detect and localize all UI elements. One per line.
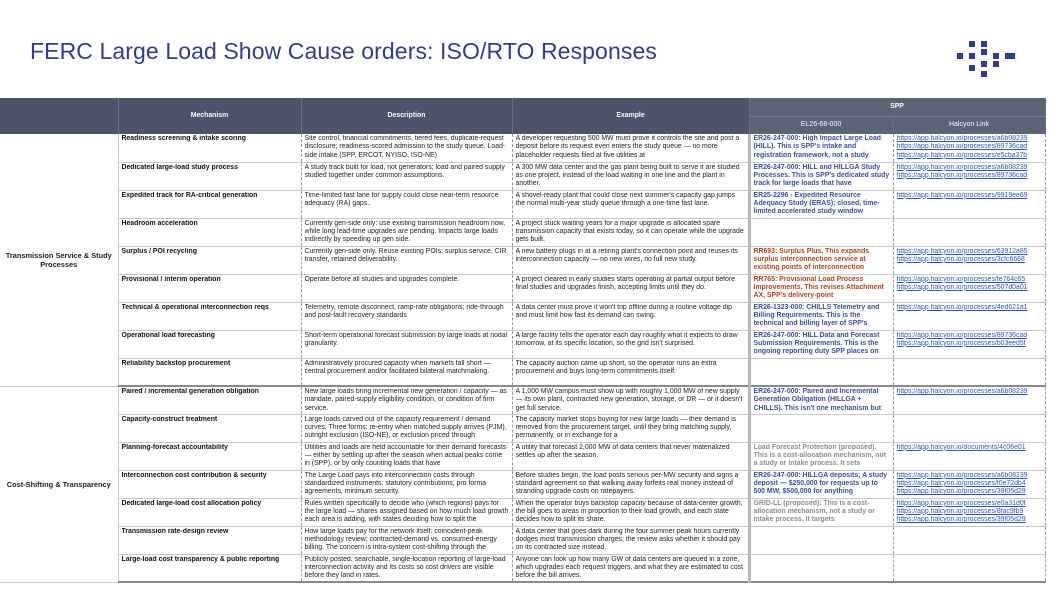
description-cell [301,526,512,554]
table-row [0,246,1045,274]
example-cell-text: A project stuck waiting years for a major upgrade is allocated spare transmission capacity that exists today, so it can operate while the upgrade gets built. [515,219,744,244]
mechanism-cell-text: Readiness screening & intake scoring [121,135,246,142]
table-row [0,218,1045,246]
halcyon-link-list [897,248,1042,273]
halcyon-link[interactable]: https://app.halcyon.io/processes/39f05d29 [896,488,1026,496]
halcyon-link[interactable]: https://app.halcyon.io/processes/b03eed5f [896,339,1026,347]
description-cell [301,134,512,162]
example-cell-text: Before studies begin, the load posts serious per-MW security and signs a standard agreement so that walking away forfeits real money instead of stranding upgrade costs on ratepayers. [515,471,739,496]
response-table [0,98,1046,583]
halcyon-link-cell [893,134,1045,162]
halcyon-link[interactable]: https://app.halcyon.io/processes/89736cad [896,331,1028,339]
example-cell [512,246,749,274]
halcyon-link-list [897,135,1042,160]
example-cell [512,386,749,414]
mechanism-cell [118,246,301,274]
el-cell-text: ER26-247-000: HILLGA deposits; A study deposit — $250,000 for requests up to 500 MW, $500,000 for anything [753,471,888,496]
halcyon-link[interactable]: https://app.halcyon.io/processes/507d0a01 [896,283,1028,291]
halcyon-link-list [897,444,1042,469]
description-cell-text: Rules written specifically to decide who (which regions) pays for the large load — shares assigned based on how much load growth each area is adding, with states deciding how to split the [304,499,509,524]
el-cell-text: RR765: Provisional Load Process Improvements. This revises Attachment AX, SPP's delivery-point [753,275,884,300]
table-row [0,302,1045,330]
mechanism-cell [118,526,301,554]
mechanism-cell-text: Large-load cost transparency & public reporting [121,555,280,563]
group-label: Cost-Shifting & Transparency [0,386,118,582]
mechanism-cell [118,218,301,246]
example-cell [512,442,749,470]
example-cell-text: A large facility tells the operator each day roughly what it expects to draw tomorrow, at its specific location, so the grid isn't surprised. [515,331,738,347]
el-header: EL26-68-000 [749,116,893,134]
example-cell [512,470,749,498]
description-cell-text: Currently gen-side only. Reuse existing POIs: surplus service, CIR transfer, retained deliverability. [304,247,507,263]
halcyon-link[interactable]: https://app.halcyon.io/processes/a6b08239 [896,135,1028,142]
halcyon-link-list [897,332,1042,357]
el-cell [749,134,893,162]
table-row [0,190,1045,218]
example-header: Example [512,98,749,134]
mechanism-cell-text: Headroom acceleration [121,219,198,227]
halcyon-link-cell [893,246,1045,274]
mechanism-cell [118,274,301,302]
halcyon-link-cell [893,190,1045,218]
description-cell [301,498,512,526]
mechanism-cell-text: Planning-forecast accountability [121,443,228,451]
example-cell [512,330,749,358]
example-cell [512,358,749,386]
mechanism-cell-text: Paired / incremental generation obligation [121,388,259,395]
el-cell [749,190,893,218]
halcyon-link-list [897,500,1042,525]
mechanism-header: Mechanism [118,98,301,134]
description-cell [301,162,512,190]
el-cell-text: ER26-1323-000: CHILLS Telemetry and Billing Requirements. This is the technical and billing layer of SPP's [753,303,880,328]
halcyon-link-cell [893,554,1045,582]
table-row [0,386,1045,414]
el-cell [749,498,893,526]
halcyon-link-cell [893,218,1045,246]
example-cell-text: The capacity auction came up short, so the operator runs an extra procurement and buys long-term commitments itself. [515,359,717,375]
mechanism-cell-text: Reliability backstop procurement [121,359,231,367]
el-cell-text [754,556,890,581]
halcyon-link[interactable]: https://app.halcyon.io/processes/e5cba37b [896,151,1028,159]
description-cell [301,274,512,302]
halcyon-link-list [897,472,1042,497]
description-cell [301,302,512,330]
halcyon-link-list [897,556,1042,581]
el-cell-text: Load Forecast Protection (proposed). This is a cost-allocation mechanism, not a study or intake process. It sets [753,443,886,468]
mechanism-cell-text: Technical & operational interconnection reqs [121,303,269,311]
example-cell-text: When the operator buys backstop capacity because of data-center growth, the bill goes to areas in proportion to their load growth, and each state decides how to split its share. [515,499,743,524]
description-cell [301,386,512,414]
halcyon-link-cell [893,302,1045,330]
halcyon-link-list [897,220,1042,245]
halcyon-link-cell [893,498,1045,526]
example-cell-text: A utility that forecast 2,000 MW of data centers that never materialized settles up after the season. [515,443,730,459]
el-cell [749,414,893,442]
example-cell [512,134,749,162]
group-label: Transmission Service & Study Processes [0,134,118,386]
el-cell [749,442,893,470]
halcyon-link-cell [893,330,1045,358]
halcyon-link[interactable]: https://app.halcyon.io/processes/9919ee69 [896,191,1028,199]
example-cell-text: Anyone can look up how many GW of data centers are queued in a zone, which upgrades each request triggers, and what they are estimated to cost before the bill arrives. [515,555,744,580]
el-cell [749,470,893,498]
mechanism-cell-text: Transmission rate-design review [121,527,229,535]
example-cell-text: A data center must prove it won't trip offline during a routine voltage dip and must limit how fast its demand can swing. [515,303,732,319]
description-cell [301,218,512,246]
mechanism-cell [118,470,301,498]
halcyon-link[interactable]: https://app.halcyon.io/processes/8fac9fb9 [896,507,1024,515]
mechanism-cell-text: Provisional / interim operation [121,275,221,283]
el-cell [749,162,893,190]
halcyon-link-cell [893,526,1045,554]
table-row [0,358,1045,386]
description-cell-text: The Large Load pays into interconnection costs through standardized instruments: statutory contributions, pro forma agreements, minimum security. [304,471,487,496]
el-cell [749,246,893,274]
mechanism-cell [118,162,301,190]
halcyon-link[interactable]: https://app.halcyon.io/processes/fe764c65 [896,275,1026,283]
description-cell [301,358,512,386]
description-cell-text: A study track built for load, not generators; load and paired supply studied together under common assumptions. [304,163,505,179]
example-cell [512,498,749,526]
el-cell-text: ER26-247-000: HILL Data and Forecast Submission Requirements. This is the ongoing reporting duty SPP places on [753,331,880,356]
example-cell [512,302,749,330]
description-header: Description [301,98,512,134]
page-title: FERC Large Load Show Cause orders: ISO/RTO Responses [30,38,657,64]
el-cell [749,330,893,358]
mechanism-cell [118,386,301,414]
example-cell [512,274,749,302]
table-row [0,330,1045,358]
example-cell-text: A 300 MW data center and the gas plant being built to serve it are studied as one project, instead of the load waiting in one line and the plant in another. [515,163,740,188]
halcyon-link[interactable]: https://app.halcyon.io/processes/f0e72db4 [896,479,1026,487]
halcyon-link[interactable]: https://app.halcyon.io/processes/63912a85 [896,247,1028,255]
description-cell-text: Large loads carved out of the capacity requirement / demand curves. Three forms: re-entry when matched supply arrives (PJM), outright exclusion (ISO-NE), or exclusion priced through [304,415,507,440]
halcyon-link[interactable]: https://app.halcyon.io/processes/3cfc6668 [896,255,1025,263]
halcyon-link-cell [893,162,1045,190]
mechanism-cell-text: Dedicated large-load study process [121,163,238,171]
example-cell [512,218,749,246]
table-row [0,554,1045,582]
company-logo-icon [955,38,1019,78]
el-cell-text: ER26-247-000: High Impact Large Load (HILL). This is SPP's intake and registration framework, not a study [753,135,882,159]
description-cell [301,414,512,442]
halcyon-link-cell [893,274,1045,302]
halcyon-link-list [897,192,1042,217]
example-cell [512,190,749,218]
el-cell-text [754,360,890,385]
description-cell-text: Operate before all studies and upgrades complete. [304,275,460,283]
description-cell [301,554,512,582]
el-cell [749,386,893,414]
mechanism-cell [118,442,301,470]
table-row [0,274,1045,302]
description-cell-text: Administratively procured capacity when markets fall short — central procurement and/or facilitated bilateral matchmaking. [304,359,491,375]
halcyon-link[interactable]: https://app.halcyon.io/processes/a6b08239 [896,163,1028,171]
mechanism-cell [118,190,301,218]
halcyon-link-list [897,528,1042,553]
halcyon-link-cell [893,470,1045,498]
example-cell-text: A shovel-ready plant that could close next summer's capacity gap jumps the normal multi-year study queue through a one-time fast lane. [515,191,736,207]
mechanism-cell-text: Interconnection cost contribution & security [121,471,267,479]
el-cell [749,526,893,554]
description-cell-text: How large loads pay for the network itself: coincident-peak methodology review; contracted-demand vs. consumed-energy billing. The concern is intra-system cost-shifting through the [304,527,497,552]
example-cell-text: The capacity market stops buying for new large loads — their demand is removed from the procurement target, until they bring matching supply, permanently, or in exchange for a [515,415,737,440]
table-row [0,162,1045,190]
description-cell-text: Publicly posted, searchable, single-location reporting of large-load interconnection activity and its costs so cost drivers are visible before they land in rates. [304,555,506,580]
halcyon-link[interactable]: https://app.halcyon.io/processes/39f05d29 [896,516,1026,524]
mechanism-cell-text: Expedited track for RA-critical generation [121,191,258,199]
table-row [0,442,1045,470]
el-cell-text: ER26-247-000: Paired and Incremental Generation Obligation (HILLGA + CHILLS). This isn't one mechanism but [753,388,882,412]
example-cell [512,162,749,190]
halcyon-link-cell [893,442,1045,470]
el-cell [749,218,893,246]
slide-header [0,0,1049,98]
mechanism-cell [118,134,301,162]
mechanism-cell [118,330,301,358]
table-row [0,498,1045,526]
example-cell-text: A data center that goes dark during the four summer peak hours currently dodges most transmission charges; the review asks whether it should pay on its contracted size instead. [515,527,741,552]
table-row [0,134,1045,162]
mechanism-cell-text: Dedicated large-load cost allocation policy [121,499,262,507]
example-cell [512,414,749,442]
el-cell-text: ER25-2296 - Expedited Resource Adequacy Study (ERAS); closed, time-limited accelerated study window [753,191,880,216]
description-cell-text: New large loads bring incremental new generation / capacity — as mandate, paired-supply eligibility condition, or condition of firm service. [304,388,507,412]
example-cell-text: A developer requesting 500 MW must prove it controls the site and post a deposit before its request even enters the study queue — no more placeholder requests filed at five utilities at [515,135,740,159]
halcyon-link[interactable]: https://app.halcyon.io/processes/4ed621a1 [896,303,1028,311]
table-row [0,470,1045,498]
description-cell-text: Utilities and loads are held accountable for their demand forecasts — either by settling up after the season when actual peaks come in (SPP), or by only counting loads that have [304,443,507,468]
description-cell [301,442,512,470]
halcyon-link-list [897,416,1042,441]
el-cell-text [754,528,890,553]
mechanism-cell-text: Capacity-construct treatment [121,415,218,423]
description-cell-text: Currently gen-side only: use existing transmission headroom now, while long lead-time upgrades are pending. Impacts large loads indirectly by speeding up gen side. [304,219,506,244]
halcyon-link[interactable]: https://app.halcyon.io/documents/4c06e01 [896,443,1026,451]
description-cell [301,246,512,274]
mechanism-cell [118,414,301,442]
halcyon-link-cell [893,358,1045,386]
el-cell-text [754,220,890,245]
halcyon-link[interactable]: https://app.halcyon.io/processes/89736cad [896,171,1028,179]
description-cell-text: Telemetry, remote disconnect, ramp-rate obligations; ride-through and post-fault recovery standards [304,303,504,319]
example-cell [512,526,749,554]
halcyon-link-cell [893,386,1045,414]
table-body [0,134,1045,582]
spreadsheet [0,98,1049,594]
example-cell [512,554,749,582]
table-row [0,414,1045,442]
description-cell-text: Site control, financial commitments, tiered fees, duplicate-request disclosure; readiness-scored admission to the study queue. Load-side intake (SPP, ERCOT, NYISO, ISO-NE) [304,135,506,159]
halcyon-link-list [897,360,1042,385]
el-cell-text: GRID-LL (proposed): This is a cost-allocation mechanism, not a study or intake process. It targets [753,499,875,524]
el-cell [749,274,893,302]
group-header [0,98,118,134]
description-cell-text: Short-term operational forecast submission by large loads at nodal granularity. [304,331,508,347]
el-cell-text [754,416,890,441]
mechanism-cell [118,302,301,330]
el-cell [749,554,893,582]
example-cell-text: A new battery plugs in at a retiring plant's connection point and reuses its interconnection capacity — no new wires, no full new study. [515,247,738,263]
halcyon-header: Halcyon Link [893,116,1045,134]
spp-header: SPP [749,98,1045,116]
mechanism-cell-text: Surplus / POI recycling [121,247,197,255]
halcyon-link[interactable]: https://app.halcyon.io/processes/a6b08239 [896,388,1028,395]
halcyon-link[interactable]: https://app.halcyon.io/processes/89736cad [896,143,1028,151]
el-cell-text: ER26-247-000: HILL and HILLGA Study Processes. This is SPP's dedicated study track for large loads that have [753,163,890,188]
description-cell [301,330,512,358]
halcyon-link[interactable]: https://app.halcyon.io/processes/e0a31d0f [896,499,1026,507]
mechanism-cell [118,554,301,582]
mechanism-cell-text: Operational load forecasting [121,331,215,339]
halcyon-link-list [897,304,1042,329]
description-cell-text: Time-limited fast lane for supply could close near-term resource adequacy (RA) gaps. [304,191,499,207]
halcyon-link-list [897,164,1042,189]
halcyon-link-list [897,276,1042,301]
el-cell [749,358,893,386]
mechanism-cell [118,498,301,526]
halcyon-link-list [897,388,1042,413]
el-cell-text: RR693: Surplus Plus. This expands surplus interconnection service at existing points of interconnection [753,247,870,272]
mechanism-cell [118,358,301,386]
el-cell [749,302,893,330]
description-cell [301,190,512,218]
halcyon-link-cell [893,414,1045,442]
example-cell-text: A project cleared in early studies starts operating at partial output before final studies and upgrades finish, accepting limits until they do. [515,275,735,291]
description-cell [301,470,512,498]
example-cell-text: A 1,000 MW campus must show up with roughly 1,000 MW of new supply — its own plant, contracted new generation, storage, or DR — or it doesn't get full service. [515,388,743,412]
halcyon-link[interactable]: https://app.halcyon.io/processes/a6b08239 [896,471,1028,479]
table-row [0,526,1045,554]
